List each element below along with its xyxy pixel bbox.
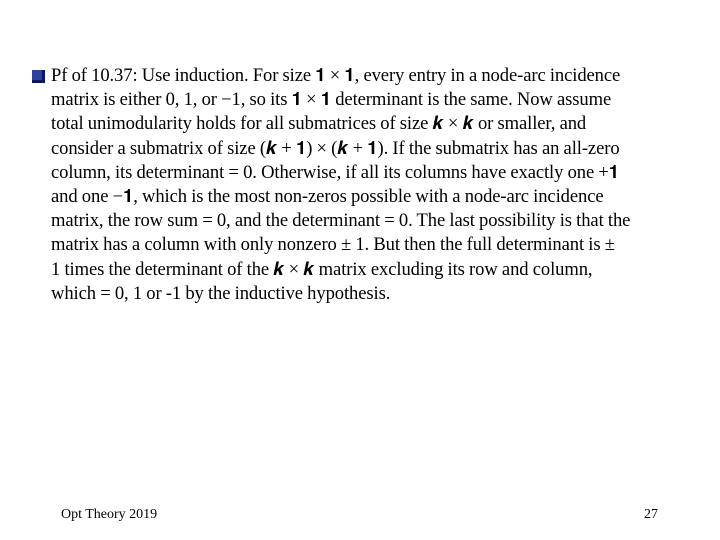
proof-line: Pf of 10.37: Use induction. For size 𝟏 × 𝟏, every entry in a node-arc incidence <box>51 65 621 86</box>
proof-line: matrix, the row sum = 0, and the determinant = 0. The last possibility is that the <box>51 210 631 232</box>
proof-line: total unimodularity holds for all submatrices of size 𝒌 × 𝒌 or smaller, and <box>51 113 587 135</box>
proof-text <box>51 64 698 306</box>
proof-line: consider a submatrix of size (𝒌 + 𝟏) × (𝒌 + 𝟏). If the submatrix has an all-zero <box>51 137 620 159</box>
proof-line: 1 times the determinant of the 𝒌 × 𝒌 matrix excluding its row and column, <box>51 258 593 280</box>
proof-line: column, its determinant = 0. Otherwise, if all its columns have exactly one +𝟏 <box>51 161 619 183</box>
footer-course-title: Opt Theory 2019 <box>61 507 158 522</box>
square-bullet-icon <box>32 70 45 83</box>
proof-line: matrix has a column with only nonzero ± 1. But then the full determinant is ± <box>51 234 615 256</box>
footer-page-number: 27 <box>644 507 658 522</box>
proof-line: and one −𝟏, which is the most non-zeros possible with a node-arc incidence <box>51 186 604 208</box>
proof-line: which = 0, 1 or -1 by the inductive hypothesis. <box>51 282 391 304</box>
proof-line: matrix is either 0, 1, or −1, so its 𝟏 × 𝟏 determinant is the same. Now assume <box>51 89 612 111</box>
proof-bullet <box>30 64 698 306</box>
